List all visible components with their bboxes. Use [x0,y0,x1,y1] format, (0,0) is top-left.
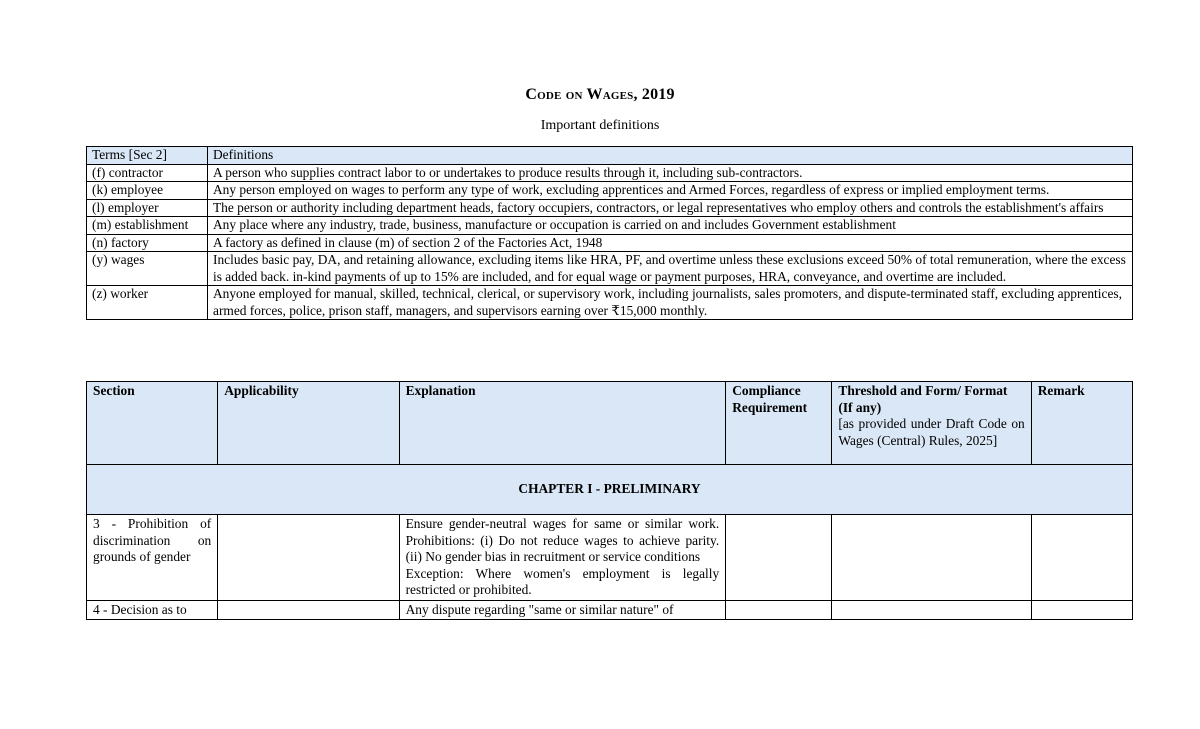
definition-row [87,217,1133,235]
definition-text: A person who supplies contract labor to or undertakes to produce results through it, including sub-contractors. [208,164,1133,182]
remark-column-header: Remark [1031,382,1132,465]
compliance-table [86,381,1133,620]
section-cell: 3 - Prohibition of discrimination on grounds of gender [87,515,218,601]
explanation-cell [399,515,726,601]
definition-row [87,164,1133,182]
chapter-heading: CHAPTER I - PRELIMINARY [87,465,1133,515]
explanation-cell [399,600,726,620]
explanation-column-header: Explanation [399,382,726,465]
compliance-header-row [87,382,1133,465]
definition-row [87,286,1133,320]
definitions-table [86,146,1133,320]
document-subtitle: Important definitions [540,118,660,133]
compliance-row [87,515,1133,601]
definitions-header-row [87,147,1133,165]
definition-text: Includes basic pay, DA, and retaining allowance, excluding items like HRA, PF, and overtime unless these exclusions exceed 50% of total remuneration, where the excess is added back. in-kind payments of up to 15% are included, and for equal wage or payment purposes, HRA, conveyance, and overtime are included. [208,252,1133,286]
threshold-column-header [832,382,1031,465]
definition-term: (l) employer [87,199,208,217]
definition-text: Anyone employed for manual, skilled, technical, clerical, or supervisory work, including journalists, sales promoters, and dispute-terminated staff, excluding apprentices, armed forces, police, prison staff, managers, and supervisors earning over ₹15,000 monthly. [208,286,1133,320]
definition-row [87,182,1133,200]
definition-text: Any person employed on wages to perform any type of work, excluding apprentices and Armed Forces, regardless of express or implied employment terms. [208,182,1133,200]
definition-row [87,199,1133,217]
applicability-cell [218,515,399,601]
definition-text: A factory as defined in clause (m) of section 2 of the Factories Act, 1948 [208,234,1133,252]
section-cell: 4 - Decision as to [87,600,218,620]
document-title: Code on Wages, 2019 [525,86,675,103]
threshold-header-title: Threshold and Form/ Format (If any) [838,383,1008,415]
definition-term: (y) wages [87,252,208,286]
compliance-row [87,600,1133,620]
remark-cell [1031,515,1132,601]
definition-term: (n) factory [87,234,208,252]
terms-column-header: Terms [Sec 2] [87,147,208,165]
definition-term: (z) worker [87,286,208,320]
definitions-column-header: Definitions [208,147,1133,165]
compliance-cell [726,600,832,620]
threshold-header-note: [as provided under Draft Code on Wages (Central) Rules, 2025] [838,416,1025,448]
definition-term: (f) contractor [87,164,208,182]
explanation-main-text: Any dispute regarding "same or similar nature" of [405,601,674,617]
compliance-column-header: Compliance Requirement [726,382,832,465]
definition-term: (m) establishment [87,217,208,235]
remark-cell [1031,600,1132,620]
chapter-row [87,465,1133,515]
threshold-cell [832,515,1031,601]
applicability-cell [218,600,399,620]
applicability-column-header: Applicability [218,382,399,465]
explanation-main-text: Ensure gender-neutral wages for same or similar work. Prohibitions: (i) Do not reduce wages to achieve parity. (ii) No gender bias in recruitment or service conditions [405,516,720,564]
compliance-cell [726,515,832,601]
explanation-exception-text: Exception: Where women's employment is legally restricted or prohibited. [405,565,720,597]
threshold-cell [832,600,1031,620]
definition-row [87,252,1133,286]
definition-text: Any place where any industry, trade, business, manufacture or occupation is carried on and includes Government establishment [208,217,1133,235]
definition-term: (k) employee [87,182,208,200]
section-column-header: Section [87,382,218,465]
definition-text: The person or authority including department heads, factory occupiers, contractors, or legal representatives who employ others and controls the establishment's affairs [208,199,1133,217]
definition-row [87,234,1133,252]
